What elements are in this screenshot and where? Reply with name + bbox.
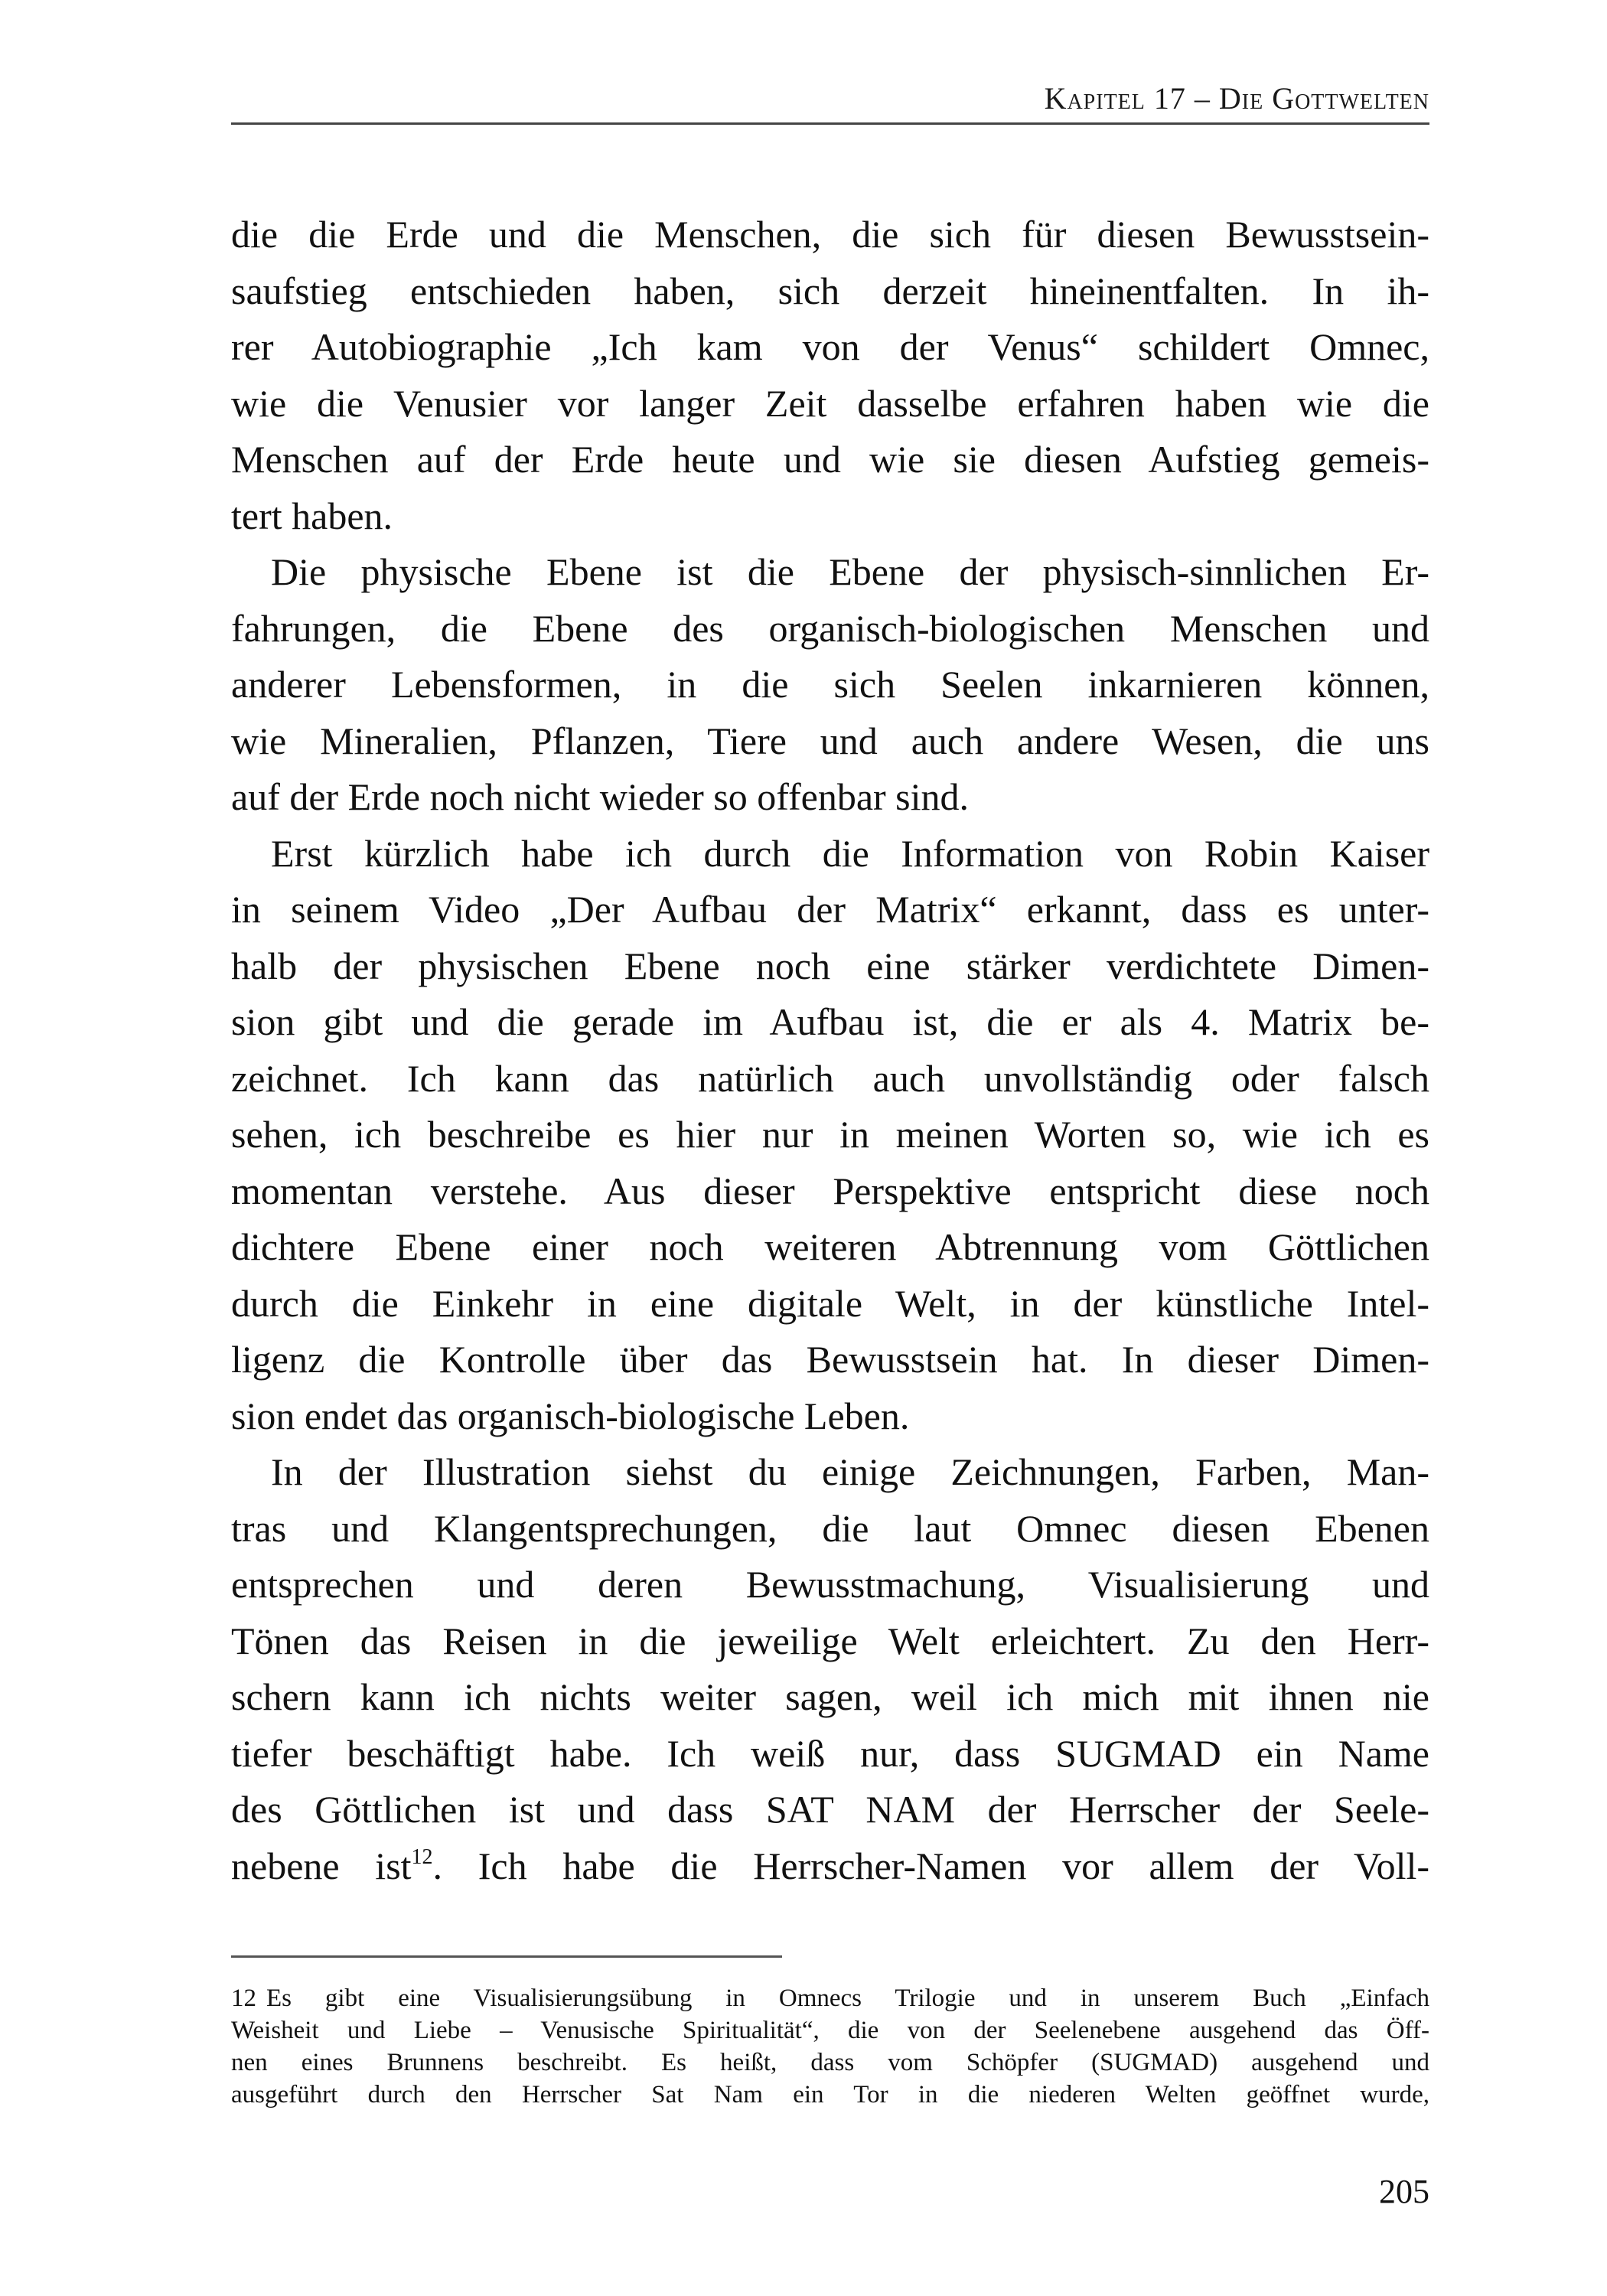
text-line: des Göttlichen ist und dass SAT NAM der Herrscher der Seele- (231, 1788, 1429, 1831)
text-line: durch die Einkehr in eine digitale Welt, in der künstliche Intel- (231, 1281, 1429, 1325)
page-number: 205 (1379, 2173, 1429, 2210)
text-segment: . Ich habe die Herrscher-Namen vor allem der Voll- (432, 1844, 1429, 1887)
text-line: Erst kürzlich habe ich durch die Information von Robin Kaiser (271, 831, 1429, 875)
text-line: sion gibt und die gerade im Aufbau ist, die er als 4. Matrix be- (231, 1000, 1429, 1043)
text-line: rer Autobiographie „Ich kam von der Venus“ schildert Omnec, (231, 325, 1429, 368)
footnotes (231, 1982, 1429, 2111)
text-line: wie die Venusier vor langer Zeit dasselbe erfahren haben wie die (231, 381, 1429, 425)
footnote-divider (231, 1955, 782, 1958)
text-line: Die physische Ebene ist die Ebene der physisch-sinnlichen Er- (271, 550, 1429, 593)
text-line: momentan verstehe. Aus dieser Perspektive entspricht diese noch (231, 1169, 1429, 1212)
text-line: dichtere Ebene einer noch weiteren Abtrennung vom Göttlichen (231, 1225, 1429, 1268)
body-text (231, 207, 1429, 1894)
text-line: Menschen auf der Erde heute und wie sie diesen Aufstieg gemeis- (231, 438, 1429, 481)
text-line: ligenz die Kontrolle über das Bewusstsein hat. In dieser Dimen- (231, 1338, 1429, 1381)
running-title: Kapitel 17 – Die Gottwelten (1044, 81, 1429, 116)
text-line: tert haben. (231, 494, 393, 537)
text-line: sion endet das organisch-biologische Leben. (231, 1394, 910, 1437)
text-line: Tönen das Reisen in die jeweilige Welt erleichtert. Zu den Herr- (231, 1619, 1429, 1662)
footnote-line (231, 1982, 1429, 2014)
text-line: fahrungen, die Ebene des organisch-biologischen Menschen und (231, 606, 1429, 650)
footnote-line: nen eines Brunnens beschreibt. Es heißt, dass vom Schöpfer (SUGMAD) ausgehend und (231, 2049, 1429, 2076)
footnote-line: Weisheit und Liebe – Venusische Spiritualität“, die von der Seelenebene ausgehend das Öff- (231, 2017, 1429, 2044)
footnote-text: Es gibt eine Visualisierungsübung in Omnecs Trilogie und in unserem Buch „Einfach (266, 1985, 1429, 2012)
text-line: wie Mineralien, Pflanzen, Tiere und auch andere Wesen, die uns (231, 719, 1429, 762)
text-line: halb der physischen Ebene noch eine stärker verdichtete Dimen- (231, 944, 1429, 987)
text-line: anderer Lebensformen, in die sich Seelen inkarnieren können, (231, 663, 1429, 706)
text-line: in seinem Video „Der Aufbau der Matrix“ erkannt, dass es unter- (231, 888, 1429, 931)
footnote-reference[interactable]: 12 (411, 1844, 433, 1869)
text-line: sehen, ich beschreibe es hier nur in meinen Worten so, wie ich es (231, 1113, 1429, 1156)
text-line: die die Erde und die Menschen, die sich für diesen Bewusstsein- (231, 213, 1429, 256)
text-segment: nebene ist (231, 1844, 412, 1887)
text-line: schern kann ich nichts weiter sagen, weil ich mich mit ihnen nie (231, 1675, 1429, 1718)
text-line: auf der Erde noch nicht wieder so offenbar sind. (231, 775, 970, 818)
text-line: tiefer beschäftigt habe. Ich weiß nur, dass SUGMAD ein Name (231, 1731, 1429, 1775)
text-line: In der Illustration siehst du einige Zeichnungen, Farben, Man- (271, 1450, 1429, 1493)
running-header (231, 83, 1429, 125)
text-line: tras und Klangentsprechungen, die laut Omnec diesen Ebenen (231, 1506, 1429, 1550)
text-line: entsprechen und deren Bewusstmachung, Visualisierung und (231, 1563, 1429, 1606)
text-line (231, 1838, 1429, 1895)
text-line: zeichnet. Ich kann das natürlich auch unvollständig oder falsch (231, 1056, 1429, 1100)
footnote-number: 12 (231, 1985, 256, 2012)
text-line: saufstieg entschieden haben, sich derzeit hineinentfalten. In ih- (231, 269, 1429, 312)
footnote-line: ausgeführt durch den Herrscher Sat Nam ein Tor in die niederen Welten geöffnet wurde, (231, 2081, 1429, 2108)
